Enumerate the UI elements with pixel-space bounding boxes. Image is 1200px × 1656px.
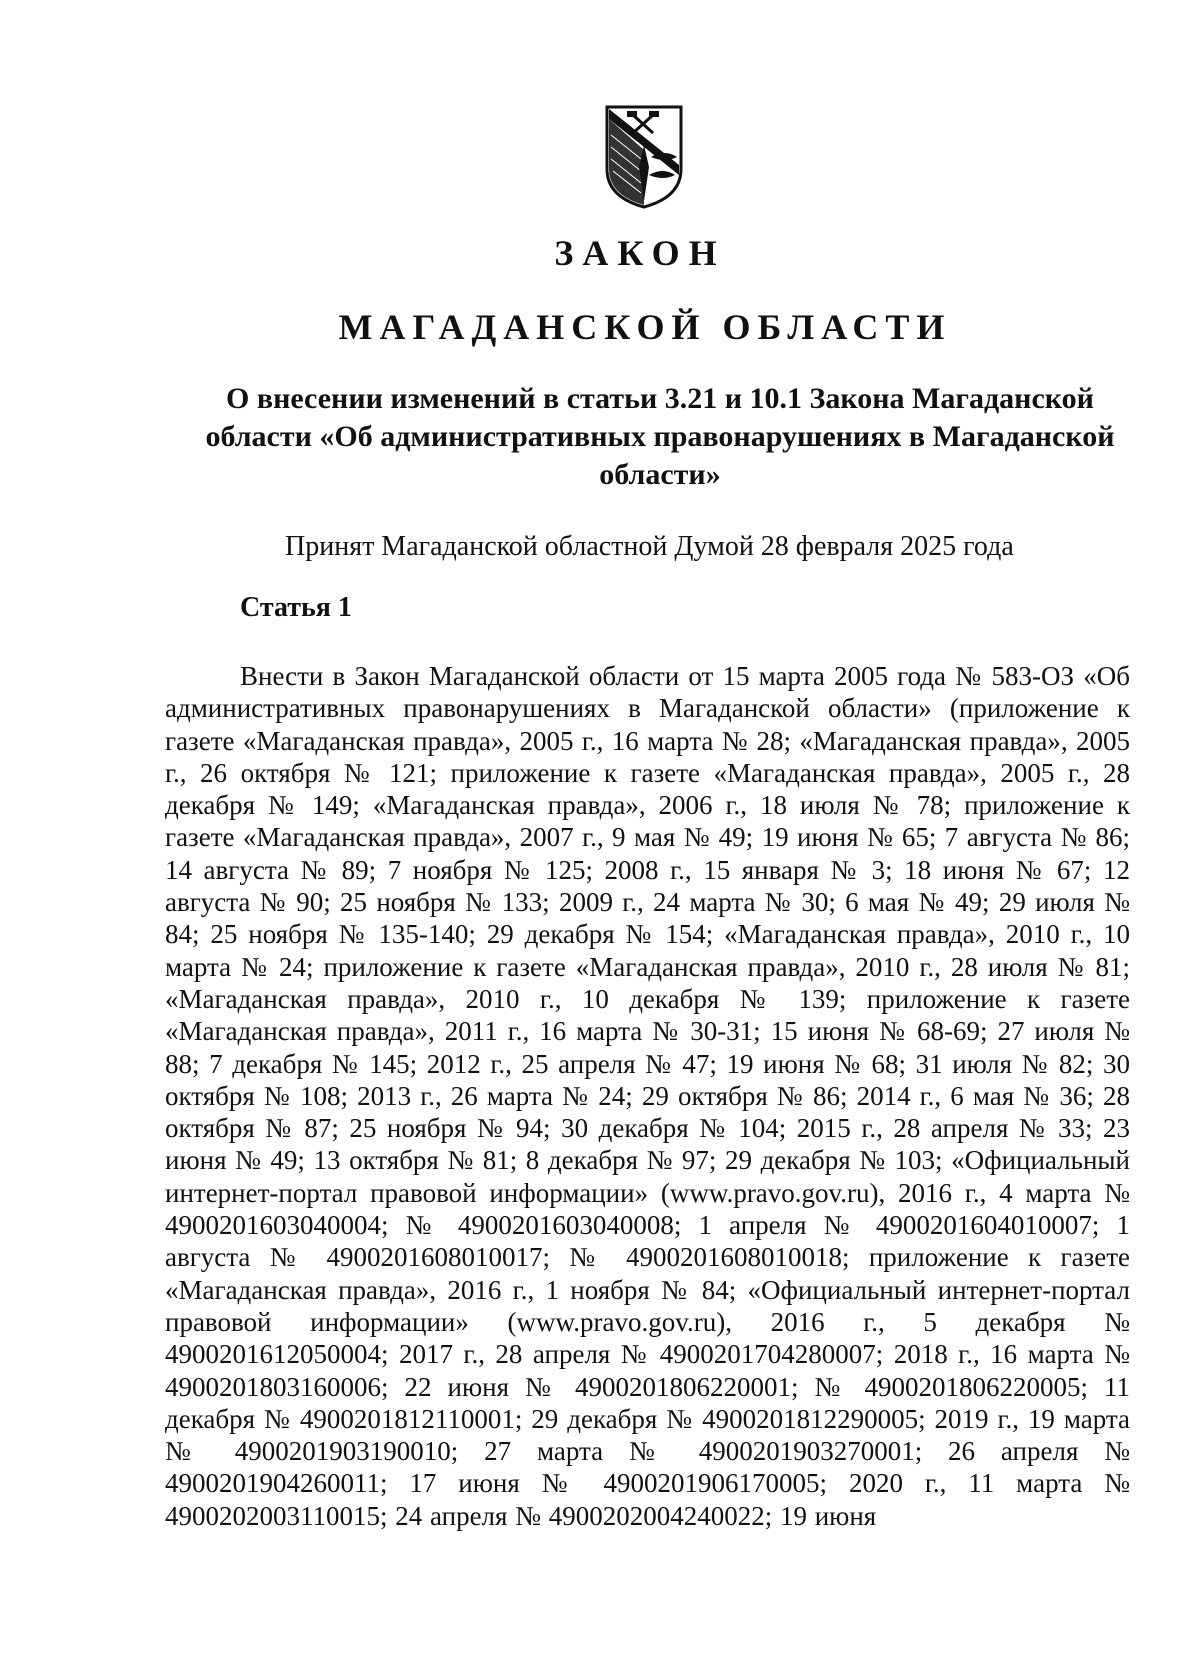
adoption-line: Принят Магаданской областной Думой 28 февраля 2025 года <box>285 531 1014 562</box>
document-type-title: ЗАКОН <box>554 233 726 273</box>
magadan-coat-of-arms-icon <box>605 105 683 209</box>
law-subject-title: О внесении изменений в статьи 3.21 и 10.1 Закона Магаданской области «Об административных правонарушениях в Магаданской области» <box>205 382 1115 491</box>
article-heading: Статья 1 <box>240 592 352 623</box>
article-body-text: Внести в Закон Магаданской области от 15 марта 2005 года № 583-ОЗ «Об административных правонарушениях в Магаданской области» (приложение к газете «Магаданская правда», 2005 г., 16 марта № 28; «Магаданская правда», 2005 г., 26 октября № 121; приложение к газете «Магаданская правда», 2005 г., 28 декабря № 149; «Магаданская правда», 2006 г., 18 июля № 78; приложение к газете «Магаданская правда», 2007 г., 9 мая № 49; 19 июня № 65; 7 августа № 86; 14 августа № 89; 7 ноября № 125; 2008 г., 15 января № 3; 18 июня № 67; 12 августа № 90; 25 ноября № 133; 2009 г., 24 марта № 30; 6 мая № 49; 29 июля № 84; 25 ноября № 135-140; 29 декабря № 154; «Магаданская правда», 2010 г., 10 марта № 24; приложение к газете «Магаданская правда», 2010 г., 28 июля № 81; «Магаданская правда», 2010 г., 10 декабря № 139; приложение к газете «Магаданская правда», 2011 г., 16 марта № 30-31; 15 июня № 68-69; 27 июля № 88; 7 декабря № 145; 2012 г., 25 апреля № 47; 19 июня № 68; 31 июля № 82; 30 октября № 108; 2013 г., 26 марта № 24; 29 октября № 86; 2014 г., 6 мая № 36; 28 октября № 87; 25 ноября № 94; 30 декабря № 104; 2015 г., 28 апреля № 33; 23 июня № 49; 13 октября № 81; 8 декабря № 97; 29 декабря № 103; «Официальный интернет-портал правовой информации» (www.pravo.gov.ru), 2016 г., 4 марта № 4900201603040004; № 4900201603040008; 1 апреля № 4900201604010007; 1 августа № 4900201608010017; № 4900201608010018; приложение к газете «Магаданская правда», 2016 г., 1 ноября № 84; «Официальный интернет-портал правовой информации» (www.pravo.gov.ru), 2016 г., 5 декабря № 4900201612050004; 2017 г., 28 апреля № 4900201704280007; 2018 г., 16 марта № 4900201803160006; 22 июня № 4900201806220001; № 4900201806220005; 11 декабря № 4900201812110001; 29 декабря № 4900201812290005; 2019 г., 19 марта № 4900201903190010; 27 марта № 4900201903270001; 26 апреля № 4900201904260011; 17 июня № 4900201906170005; 2020 г., 11 марта № 4900202003110015; 24 апреля № 4900202004240022; 19 июня <box>165 661 1130 1531</box>
region-title: МАГАДАНСКОЙ ОБЛАСТИ <box>338 307 952 347</box>
